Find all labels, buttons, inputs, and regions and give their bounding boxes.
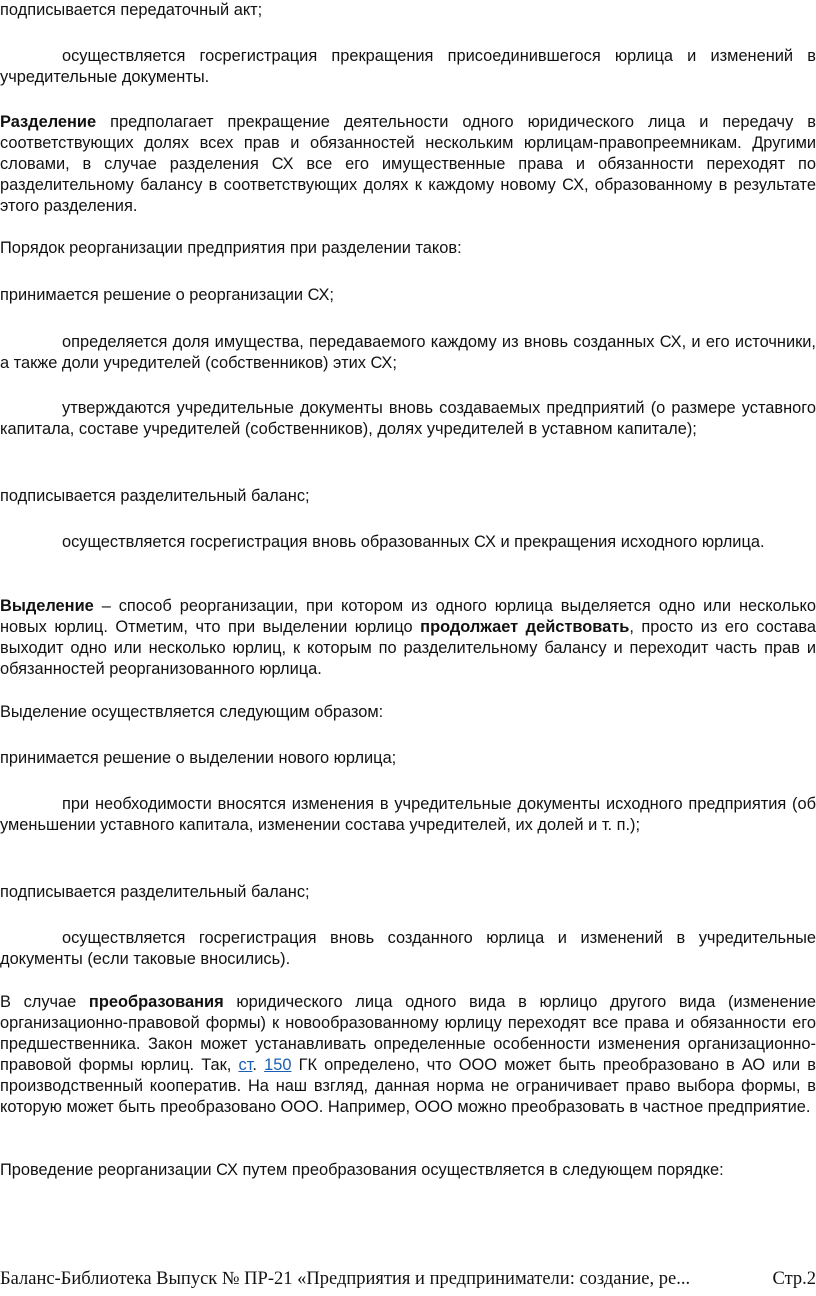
- paragraph-founding-docs: утверждаются учредительные документы вновь создаваемых предприятий (о размере уставного капитала, составе учредителей (собственников), долях учредителей в уставном капитале);: [0, 399, 816, 438]
- paragraph-spin-off-decision: принимается решение о выделении нового юрлица;: [0, 749, 397, 767]
- article-link[interactable]: ст: [238, 1056, 253, 1074]
- term-division: Разделение: [0, 113, 97, 131]
- paragraph-spin-off: Выделение – способ реорганизации, при котором из одного юрлица выделяется одно или несколько новых юрлиц. Отметим, что при выделении юрлицо продолжает действовать, просто из его состава выходит одно или несколько юрлиц, к которым по разделительному балансу и переходит часть прав и обязанностей реорганизованного юрлица.: [0, 597, 816, 678]
- paragraph-registration-merger: осуществляется госрегистрация прекращения присоединившегося юрлица и изменений в учредительные документы.: [0, 47, 816, 86]
- page-number: Стр.2: [772, 1269, 816, 1289]
- paragraph-division-order: Порядок реорганизации предприятия при разделении таков:: [0, 239, 462, 257]
- paragraph-division: Разделение предполагает прекращение деятельности одного юридического лица и передачу в соответствующих долях всех прав и обязанностей нескольким юрлицам-правопреемникам. Другими словами, в случае разделения СХ все его имущественные права и обязанности переходят по разделительному балансу в соответствующих долях к каждому новому СХ, образованному в результате этого разделения.: [0, 113, 816, 215]
- page-footer: [0, 1268, 816, 1290]
- paragraph-transformation: В случае преобразования юридического лица одного вида в юрлицо другого вида (изменение организационно-правовой формы) к новообразованному юрлицу переходят все права и обязанности его предшественника. Закон может устанавливать определенные особенности изменения организационно-правовой формы юрлиц. Так, ст. 150 ГК определено, что ООО может быть преобразовано в АО или в производственный кооператив. На наш взгляд, данная норма не ограничивает право выбора формы, в которую может быть преобразовано ООО. Например, ООО можно преобразовать в частное предприятие.: [0, 993, 816, 1116]
- article-number-link[interactable]: 150: [264, 1056, 292, 1074]
- paragraph-registration-spin-off: осуществляется госрегистрация вновь созданного юрлица и изменений в учредительные документы (если таковые вносились).: [0, 929, 816, 968]
- paragraph-transformation-order: Проведение реорганизации СХ путем преобразования осуществляется в следующем порядке:: [0, 1161, 724, 1179]
- paragraph-division-balance: подписывается разделительный баланс;: [0, 487, 310, 505]
- paragraph-transfer-act: подписывается передаточный акт;: [0, 1, 263, 19]
- paragraph-spin-off-method: Выделение осуществляется следующим образом:: [0, 703, 384, 721]
- term-spin-off: Выделение: [0, 597, 94, 615]
- paragraph-property-share: определяется доля имущества, передаваемого каждому из вновь созданных СХ, и его источники, а также доли учредителей (собственников) этих СХ;: [0, 333, 816, 372]
- paragraph-spin-off-balance: подписывается разделительный баланс;: [0, 883, 310, 901]
- paragraph-decision: принимается решение о реорганизации СХ;: [0, 286, 334, 304]
- footer-title: Баланс-Библиотека Выпуск № ПР-21 «Предприятия и предприниматели: создание, ре...: [0, 1269, 691, 1289]
- paragraph-amendments: при необходимости вносятся изменения в учредительные документы исходного предприятия (об уменьшении уставного капитала, изменении состава учредителей, их долей и т. п.);: [0, 795, 816, 834]
- term-transformation: преобразования: [88, 993, 224, 1011]
- paragraph-registration-division: осуществляется госрегистрация вновь образованных СХ и прекращения исходного юрлица.: [62, 533, 765, 551]
